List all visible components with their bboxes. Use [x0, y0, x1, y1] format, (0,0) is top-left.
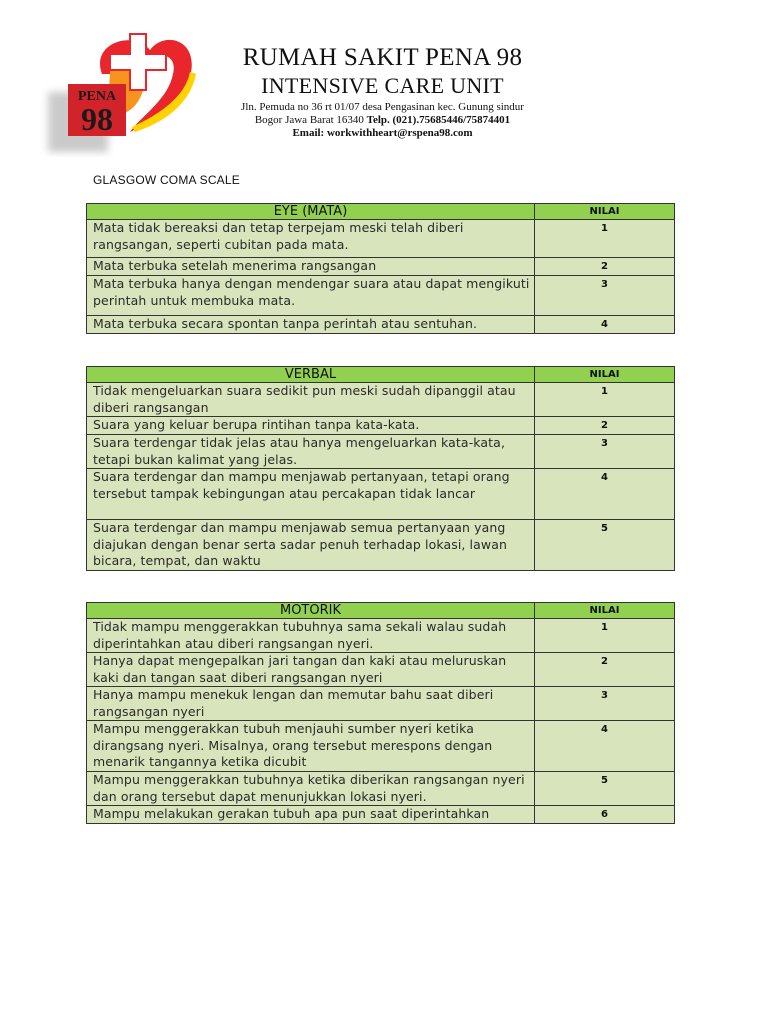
motorik-value: 6: [535, 806, 675, 824]
document-title: GLASGOW COMA SCALE: [93, 173, 240, 187]
verbal-nilai-header: NILAI: [535, 367, 675, 383]
table-row: [87, 520, 675, 571]
hospital-name: RUMAH SAKIT PENA 98: [242, 44, 523, 71]
verbal-value: 1: [535, 383, 675, 417]
table-row: [87, 806, 675, 824]
eye-desc: Mata terbuka hanya dengan mendengar suara atau dapat mengikuti perintah untuk membuka mata.: [87, 276, 535, 316]
motorik-value: 5: [535, 772, 675, 806]
verbal-value: 5: [535, 520, 675, 571]
table-row: [87, 687, 675, 721]
motorik-desc: Mampu menggerakkan tubuhnya ketika diberikan rangsangan nyeri dan orang tersebut dapat menunjukkan lokasi nyeri.: [87, 772, 535, 806]
verbal-desc: Tidak mengeluarkan suara sedikit pun meski sudah dipanggil atau diberi rangsangan: [87, 383, 535, 417]
eye-desc: Mata terbuka setelah menerima rangsangan: [87, 258, 535, 276]
email-address: Email: workwithheart@rspena98.com: [292, 127, 473, 139]
motorik-desc: Mampu melakukan gerakan tubuh apa pun saat diperintahkan: [87, 806, 535, 824]
table-row: [87, 721, 675, 772]
verbal-desc: Suara yang keluar berupa rintihan tanpa kata-kata.: [87, 417, 535, 435]
verbal-value: 3: [535, 435, 675, 469]
motorik-header: MOTORIK: [87, 603, 535, 619]
table-row: [87, 316, 675, 334]
eye-nilai-header: NILAI: [535, 204, 675, 220]
verbal-header: VERBAL: [87, 367, 535, 383]
motorik-desc: Hanya dapat mengepalkan jari tangan dan kaki atau meluruskan kaki dan tangan saat diberi rangsangan nyeri: [87, 653, 535, 687]
table-row: [87, 653, 675, 687]
eye-value: 3: [535, 276, 675, 316]
table-row: [87, 435, 675, 469]
motorik-desc: Hanya mampu menekuk lengan dan memutar bahu saat diberi rangsangan nyeri: [87, 687, 535, 721]
verbal-desc: Suara terdengar dan mampu menjawab semua pertanyaan yang diajukan dengan benar serta sadar penuh terhadap lokasi, lawan bicara, tempat, dan waktu: [87, 520, 535, 571]
address-line2: Bogor Jawa Barat 16340: [254, 114, 364, 126]
phone-number: Telp. (021).75685446/75874401: [366, 114, 511, 126]
eye-header: EYE (MATA): [87, 204, 535, 220]
table-row: [87, 417, 675, 435]
eye-desc: Mata terbuka secara spontan tanpa perintah atau sentuhan.: [87, 316, 535, 334]
table-row: [87, 619, 675, 653]
verbal-table: [86, 366, 675, 571]
motorik-value: 4: [535, 721, 675, 772]
eye-value: 4: [535, 316, 675, 334]
verbal-value: 4: [535, 469, 675, 520]
motorik-value: 2: [535, 653, 675, 687]
table-row: [87, 383, 675, 417]
eye-value: 2: [535, 258, 675, 276]
eye-desc: Mata tidak bereaksi dan tetap terpejam meski telah diberi rangsangan, seperti cubitan pada mata.: [87, 220, 535, 258]
hospital-header: [210, 44, 555, 140]
motorik-value: 1: [535, 619, 675, 653]
verbal-desc: Suara terdengar dan mampu menjawab pertanyaan, tetapi orang tersebut tampak kebingungan atau percakapan tidak lancar: [87, 469, 535, 520]
address-line2-wrap: [210, 114, 555, 127]
eye-table: [86, 203, 675, 334]
table-row: [87, 276, 675, 316]
address-block: [210, 101, 555, 140]
table-row: [87, 220, 675, 258]
table-row: [87, 469, 675, 520]
hospital-logo: [40, 22, 210, 157]
motorik-desc: Tidak mampu menggerakkan tubuhnya sama sekali walau sudah diperintahkan atau diberi rangsangan nyeri.: [87, 619, 535, 653]
logo-text: PENA: [77, 89, 117, 104]
motorik-table: [86, 602, 675, 824]
logo-number: 98: [81, 101, 113, 137]
address-line1: Jln. Pemuda no 36 rt 01/07 desa Pengasinan kec. Gunung sindur: [241, 101, 524, 113]
table-row: [87, 772, 675, 806]
motorik-value: 3: [535, 687, 675, 721]
eye-value: 1: [535, 220, 675, 258]
verbal-value: 2: [535, 417, 675, 435]
verbal-desc: Suara terdengar tidak jelas atau hanya mengeluarkan kata-kata, tetapi bukan kalimat yang jelas.: [87, 435, 535, 469]
motorik-desc: Mampu menggerakkan tubuh menjauhi sumber nyeri ketika dirangsang nyeri. Misalnya, orang tersebut merespons dengan menarik tangannya ketika dicubit: [87, 721, 535, 772]
unit-name: INTENSIVE CARE UNIT: [261, 73, 504, 98]
table-row: [87, 258, 675, 276]
motorik-nilai-header: NILAI: [535, 603, 675, 619]
